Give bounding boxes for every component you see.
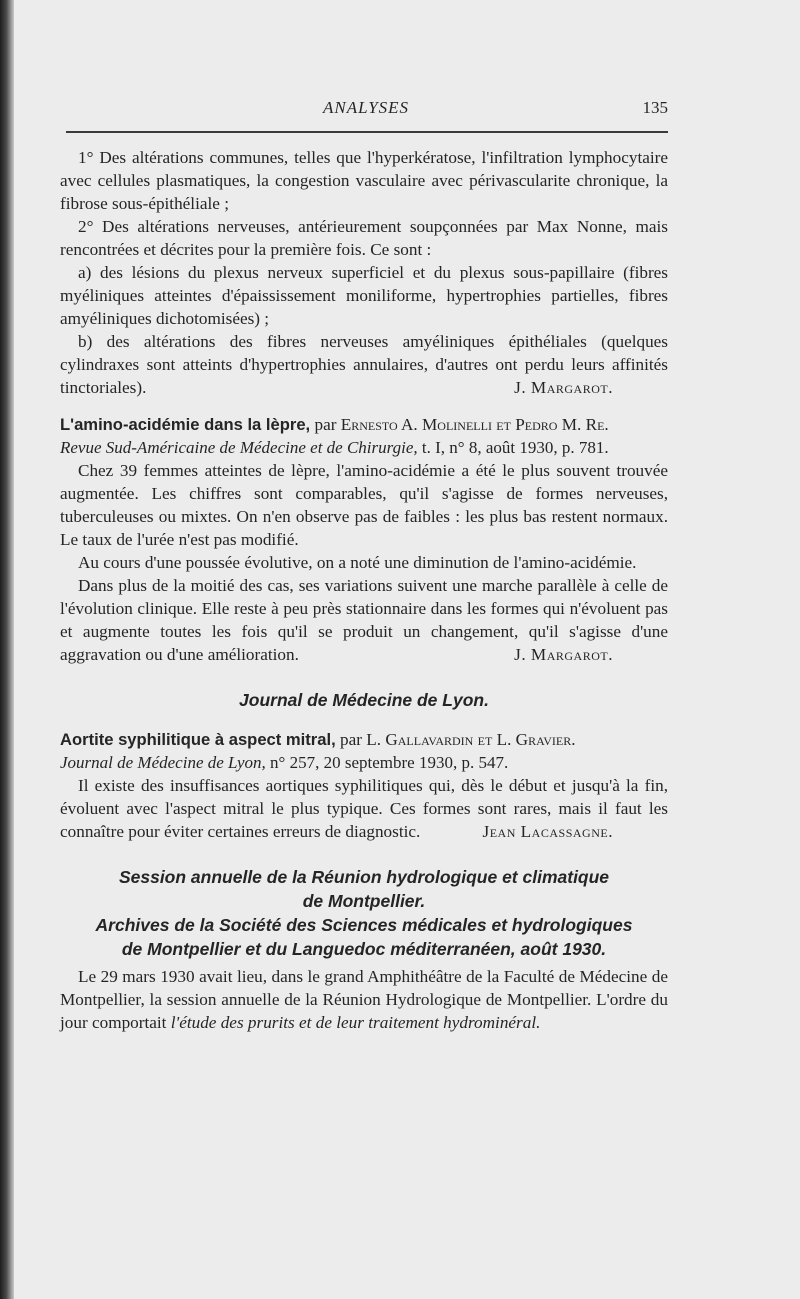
paragraph-alterations-communes: 1° Des altérations communes, telles que l'hyperkératose, l'infiltration lymphocytaire avec cellules plasmatiques, la congestion vasculaire avec périvascularite chronique, la fibrose sous-épithéliale ; [60, 148, 668, 213]
article-paragraph [60, 574, 668, 666]
article-paragraph-text: Dans plus de la moitié des cas, ses variations suivent une marche parallèle à celle de l'évolution clinique. Elle reste à peu près stationnaire dans les formes qui n'évoluent pas et augmente toutes les fois qu'il se produit un changement, qu'il s'agisse d'une aggravation ou d'une amélioration. [60, 576, 668, 664]
page-number: 135 [642, 98, 668, 117]
section-heading-line: Session annuelle de la Réunion hydrologique et climatique [118, 867, 610, 887]
section-heading-block [60, 865, 668, 961]
article-paragraph-text: Il existe des insuffisances aortiques syphilitiques qui, dès le début et jusqu'à la fin, évoluent avec l'aspect mitral le plus typique. Ces formes sont rares, mais il faut les connaître pour éviter certaines erreurs de diagnostic. [60, 776, 668, 841]
signature: J. Margarot. [514, 645, 613, 664]
article-title-block [60, 728, 668, 751]
paragraph-item-b-text: b) des altérations des fibres nerveuses amyéliniques épithéliales (quelques cylindraxes sont atteints d'hypertrophies annulaires, d'autres ont perdu leurs affinités tinctoriales). [60, 332, 668, 397]
citation: t. I, n° 8, août 1930, p. 781. [417, 438, 609, 457]
section-heading-line: de Montpellier. [302, 891, 426, 911]
article-title: L'amino-acidémie dans la lèpre, [60, 415, 311, 434]
paragraph-alterations-nerveuses: 2° Des altérations nerveuses, antérieurement soupçonnées par Max Nonne, mais rencontrées et décrites pour la première fois. Ce sont : [60, 217, 668, 259]
page-edge-shadow [0, 0, 14, 1299]
section-heading-line: de Montpellier et du Languedoc méditerranéen, août 1930. [121, 939, 607, 959]
citation: n° 257, 20 septembre 1930, p. 547. [265, 753, 509, 772]
article-paragraph: Chez 39 femmes atteintes de lèpre, l'amino-acidémie a été le plus souvent trouvée augmentée. Les chiffres sont comparables, qu'il s'agisse de formes nerveuses, tuberculeuses ou mixtes. On n'en observe pas de faibles : les plus bas restent normaux. Le taux de l'urée n'est pas modifié. [60, 461, 668, 549]
header-rule [66, 131, 668, 133]
section-heading: Journal de Médecine de Lyon. [239, 690, 489, 710]
article-source [60, 436, 668, 459]
article-by: par [335, 730, 367, 749]
article-title-block [60, 413, 668, 436]
article-paragraph-italic: l'étude des prurits et de leur traitement hydrominéral. [170, 1013, 541, 1032]
paragraph-item-a: a) des lésions du plexus nerveux superficiel et du plexus sous-papillaire (fibres myéliniques atteintes d'épaississement moniliforme, hypertrophies partielles, fibres amyéliniques dichotomisées) ; [60, 263, 668, 328]
signature: Jean Lacassagne. [482, 822, 613, 841]
signature: J. Margarot. [514, 378, 613, 397]
page-content [60, 146, 668, 1034]
article-paragraph: Au cours d'une poussée évolutive, on a noté une diminution de l'amino-acidémie. [78, 553, 637, 572]
article-paragraph [60, 965, 668, 1034]
page-header [64, 98, 668, 128]
article-title: Aortite syphilitique à aspect mitral, [60, 730, 336, 749]
section-heading-line: Archives de la Société des Sciences médicales et hydrologiques [95, 915, 633, 935]
paragraph-item-b [60, 330, 668, 399]
article-authors: L. Gallavardin et L. Gravier. [366, 730, 576, 749]
article-paragraph [60, 774, 668, 843]
running-title: ANALYSES [322, 98, 410, 117]
article-by: par [310, 415, 341, 434]
article-paragraph-text: Le 29 mars 1930 avait lieu, dans le grand Amphithéâtre de la Faculté de Médecine de Montpellier, la session annuelle de la Réunion Hydrologique de Montpellier. L'ordre du jour comportait [60, 967, 668, 1032]
journal-name: Revue Sud-Américaine de Médecine et de Chirurgie, [60, 438, 418, 457]
article-source [60, 751, 668, 774]
journal-name: Journal de Médecine de Lyon, [60, 753, 266, 772]
article-authors: Ernesto A. Molinelli et Pedro M. Re. [340, 415, 609, 434]
